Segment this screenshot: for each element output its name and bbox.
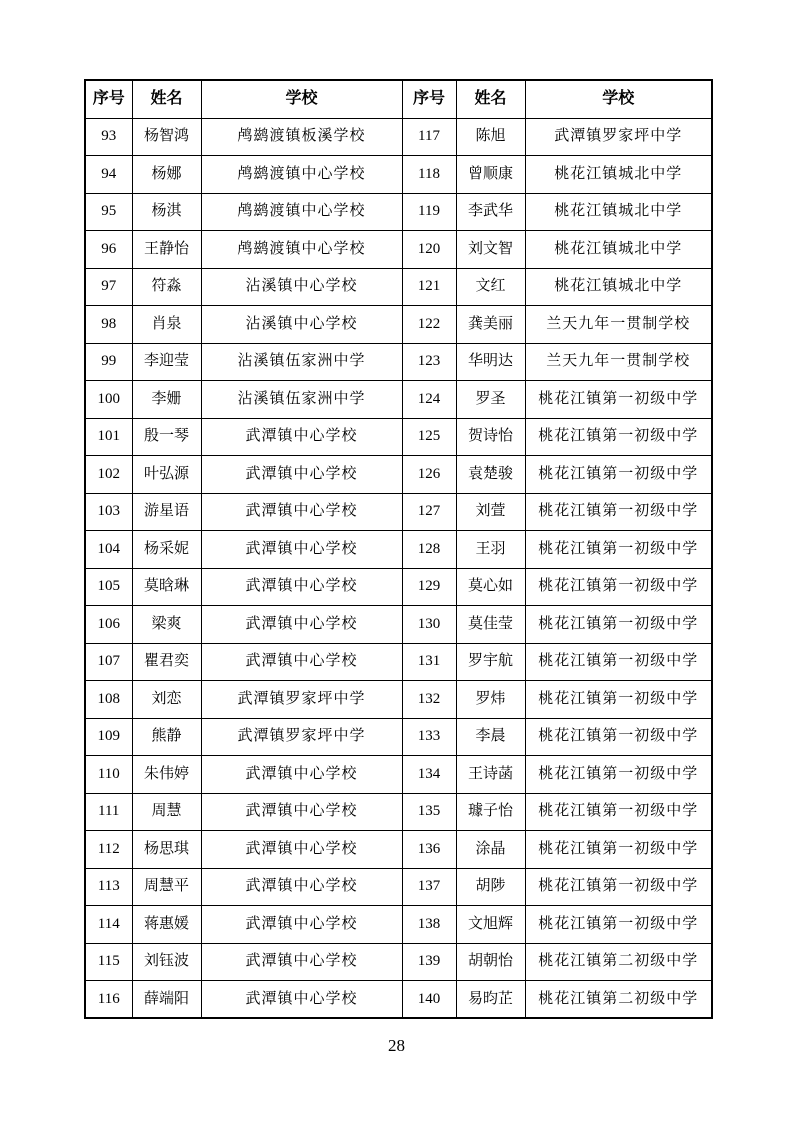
cell-number-left: 102: [85, 456, 132, 494]
cell-school-right: 桃花江镇城北中学: [525, 231, 712, 269]
header-name-left: 姓名: [132, 80, 201, 118]
cell-name-left: 熊静: [132, 718, 201, 756]
cell-school-left: 鸬鹚渡镇中心学校: [201, 193, 402, 231]
cell-name-left: 杨智鸿: [132, 118, 201, 156]
table-row: [85, 681, 712, 719]
table-row: [85, 306, 712, 344]
cell-school-left: 武潭镇中心学校: [201, 456, 402, 494]
cell-number-right: 138: [402, 906, 456, 944]
cell-name-left: 符淼: [132, 268, 201, 306]
cell-school-right: 桃花江镇城北中学: [525, 268, 712, 306]
cell-number-left: 112: [85, 831, 132, 869]
table-row: [85, 456, 712, 494]
cell-name-left: 李迎莹: [132, 343, 201, 381]
cell-number-left: 97: [85, 268, 132, 306]
cell-name-right: 陈旭: [456, 118, 525, 156]
cell-name-right: 刘文智: [456, 231, 525, 269]
cell-number-right: 131: [402, 643, 456, 681]
cell-number-right: 125: [402, 418, 456, 456]
cell-number-left: 104: [85, 531, 132, 569]
cell-school-left: 武潭镇罗家坪中学: [201, 718, 402, 756]
cell-number-left: 111: [85, 793, 132, 831]
cell-school-left: 鸬鹚渡镇中心学校: [201, 156, 402, 194]
cell-name-right: 李晨: [456, 718, 525, 756]
cell-school-left: 武潭镇中心学校: [201, 606, 402, 644]
cell-school-right: 兰天九年一贯制学校: [525, 306, 712, 344]
cell-number-left: 116: [85, 981, 132, 1019]
cell-number-right: 134: [402, 756, 456, 794]
header-school-left: 学校: [201, 80, 402, 118]
cell-name-left: 肖泉: [132, 306, 201, 344]
table-row: [85, 193, 712, 231]
table-row: [85, 906, 712, 944]
cell-number-right: 117: [402, 118, 456, 156]
cell-name-right: 胡陟: [456, 868, 525, 906]
cell-school-right: 桃花江镇城北中学: [525, 156, 712, 194]
cell-school-right: 桃花江镇第一初级中学: [525, 793, 712, 831]
cell-name-right: 刘萱: [456, 493, 525, 531]
cell-school-right: 桃花江镇第一初级中学: [525, 831, 712, 869]
cell-number-left: 98: [85, 306, 132, 344]
cell-number-right: 140: [402, 981, 456, 1019]
cell-name-left: 莫晗琳: [132, 568, 201, 606]
cell-school-left: 鸬鹚渡镇中心学校: [201, 231, 402, 269]
cell-school-left: 沾溪镇中心学校: [201, 306, 402, 344]
cell-school-right: 桃花江镇第一初级中学: [525, 718, 712, 756]
cell-number-left: 101: [85, 418, 132, 456]
cell-name-right: 易昀芷: [456, 981, 525, 1019]
cell-school-right: 桃花江镇第一初级中学: [525, 868, 712, 906]
cell-number-left: 108: [85, 681, 132, 719]
cell-number-left: 95: [85, 193, 132, 231]
cell-number-left: 115: [85, 943, 132, 981]
cell-number-right: 135: [402, 793, 456, 831]
cell-school-right: 桃花江镇第一初级中学: [525, 643, 712, 681]
cell-number-right: 129: [402, 568, 456, 606]
cell-number-left: 93: [85, 118, 132, 156]
cell-name-right: 文红: [456, 268, 525, 306]
cell-name-right: 胡朝怡: [456, 943, 525, 981]
cell-name-right: 曾顺康: [456, 156, 525, 194]
table-header: [85, 80, 712, 118]
cell-name-right: 李武华: [456, 193, 525, 231]
table-row: [85, 381, 712, 419]
cell-number-left: 96: [85, 231, 132, 269]
cell-name-left: 杨淇: [132, 193, 201, 231]
cell-school-left: 武潭镇中心学校: [201, 418, 402, 456]
header-number-left: 序号: [85, 80, 132, 118]
table-row: [85, 568, 712, 606]
cell-school-right: 桃花江镇第一初级中学: [525, 681, 712, 719]
roster-table: [84, 79, 713, 1019]
cell-number-right: 132: [402, 681, 456, 719]
cell-number-left: 105: [85, 568, 132, 606]
cell-number-right: 136: [402, 831, 456, 869]
cell-name-left: 殷一琴: [132, 418, 201, 456]
cell-school-right: 桃花江镇城北中学: [525, 193, 712, 231]
cell-school-left: 鸬鹚渡镇板溪学校: [201, 118, 402, 156]
cell-name-left: 梁爽: [132, 606, 201, 644]
cell-name-left: 薛端阳: [132, 981, 201, 1019]
cell-school-left: 沾溪镇伍家洲中学: [201, 343, 402, 381]
cell-number-right: 127: [402, 493, 456, 531]
cell-number-right: 122: [402, 306, 456, 344]
cell-school-left: 武潭镇中心学校: [201, 868, 402, 906]
cell-number-left: 103: [85, 493, 132, 531]
table-row: [85, 493, 712, 531]
cell-name-left: 周慧平: [132, 868, 201, 906]
table-row: [85, 156, 712, 194]
cell-name-right: 莫佳莹: [456, 606, 525, 644]
cell-number-left: 94: [85, 156, 132, 194]
cell-name-right: 王羽: [456, 531, 525, 569]
cell-school-left: 武潭镇中心学校: [201, 793, 402, 831]
table-row: [85, 606, 712, 644]
cell-number-right: 120: [402, 231, 456, 269]
cell-number-right: 139: [402, 943, 456, 981]
cell-number-right: 128: [402, 531, 456, 569]
cell-name-left: 叶弘源: [132, 456, 201, 494]
table-row: [85, 418, 712, 456]
cell-name-right: 罗宇航: [456, 643, 525, 681]
cell-school-right: 桃花江镇第一初级中学: [525, 493, 712, 531]
cell-school-right: 桃花江镇第一初级中学: [525, 418, 712, 456]
cell-name-right: 王诗菡: [456, 756, 525, 794]
cell-school-left: 沾溪镇伍家洲中学: [201, 381, 402, 419]
table-row: [85, 831, 712, 869]
table-row: [85, 756, 712, 794]
table-row: [85, 643, 712, 681]
header-school-right: 学校: [525, 80, 712, 118]
cell-school-left: 武潭镇中心学校: [201, 943, 402, 981]
header-name-right: 姓名: [456, 80, 525, 118]
cell-number-right: 126: [402, 456, 456, 494]
cell-school-right: 桃花江镇第一初级中学: [525, 756, 712, 794]
cell-number-right: 137: [402, 868, 456, 906]
table-row: [85, 343, 712, 381]
cell-name-left: 王静怡: [132, 231, 201, 269]
cell-school-left: 武潭镇中心学校: [201, 906, 402, 944]
cell-number-left: 106: [85, 606, 132, 644]
cell-name-right: 璩子怡: [456, 793, 525, 831]
cell-school-left: 武潭镇中心学校: [201, 981, 402, 1019]
cell-school-left: 武潭镇中心学校: [201, 531, 402, 569]
table-row: [85, 118, 712, 156]
cell-school-right: 桃花江镇第二初级中学: [525, 943, 712, 981]
cell-number-right: 118: [402, 156, 456, 194]
cell-number-right: 123: [402, 343, 456, 381]
cell-name-left: 周慧: [132, 793, 201, 831]
cell-number-left: 114: [85, 906, 132, 944]
cell-school-right: 桃花江镇第二初级中学: [525, 981, 712, 1019]
cell-school-left: 武潭镇中心学校: [201, 756, 402, 794]
cell-number-left: 107: [85, 643, 132, 681]
cell-number-left: 99: [85, 343, 132, 381]
cell-school-left: 武潭镇罗家坪中学: [201, 681, 402, 719]
cell-number-right: 130: [402, 606, 456, 644]
page-number: 28: [388, 1036, 405, 1055]
table-row: [85, 231, 712, 269]
cell-name-left: 刘钰波: [132, 943, 201, 981]
cell-name-left: 杨采妮: [132, 531, 201, 569]
cell-number-left: 109: [85, 718, 132, 756]
cell-name-right: 文旭辉: [456, 906, 525, 944]
cell-name-left: 杨娜: [132, 156, 201, 194]
cell-name-right: 莫心如: [456, 568, 525, 606]
cell-name-right: 罗炜: [456, 681, 525, 719]
cell-number-left: 113: [85, 868, 132, 906]
cell-name-right: 涂晶: [456, 831, 525, 869]
cell-school-right: 桃花江镇第一初级中学: [525, 606, 712, 644]
cell-name-left: 蒋惠媛: [132, 906, 201, 944]
cell-school-left: 武潭镇中心学校: [201, 568, 402, 606]
cell-name-left: 杨思琪: [132, 831, 201, 869]
cell-name-right: 罗圣: [456, 381, 525, 419]
cell-school-right: 武潭镇罗家坪中学: [525, 118, 712, 156]
cell-number-left: 110: [85, 756, 132, 794]
table-body: [85, 118, 712, 1018]
cell-number-right: 121: [402, 268, 456, 306]
table-row: [85, 268, 712, 306]
header-number-right: 序号: [402, 80, 456, 118]
cell-name-right: 龚美丽: [456, 306, 525, 344]
cell-school-right: 桃花江镇第一初级中学: [525, 568, 712, 606]
cell-name-right: 贺诗怡: [456, 418, 525, 456]
cell-name-right: 华明达: [456, 343, 525, 381]
table-row: [85, 981, 712, 1019]
cell-number-right: 133: [402, 718, 456, 756]
cell-school-right: 桃花江镇第一初级中学: [525, 456, 712, 494]
cell-school-right: 桃花江镇第一初级中学: [525, 531, 712, 569]
cell-school-left: 沾溪镇中心学校: [201, 268, 402, 306]
cell-number-right: 119: [402, 193, 456, 231]
header-row: [85, 80, 712, 118]
table-row: [85, 718, 712, 756]
cell-school-right: 桃花江镇第一初级中学: [525, 381, 712, 419]
cell-school-left: 武潭镇中心学校: [201, 493, 402, 531]
cell-school-right: 桃花江镇第一初级中学: [525, 906, 712, 944]
cell-school-left: 武潭镇中心学校: [201, 831, 402, 869]
cell-name-right: 袁楚骏: [456, 456, 525, 494]
table-row: [85, 868, 712, 906]
cell-name-left: 李姗: [132, 381, 201, 419]
cell-school-right: 兰天九年一贯制学校: [525, 343, 712, 381]
cell-name-left: 瞿君奕: [132, 643, 201, 681]
cell-name-left: 游星语: [132, 493, 201, 531]
table-row: [85, 793, 712, 831]
table-row: [85, 531, 712, 569]
cell-name-left: 刘恋: [132, 681, 201, 719]
cell-school-left: 武潭镇中心学校: [201, 643, 402, 681]
cell-number-left: 100: [85, 381, 132, 419]
table-row: [85, 943, 712, 981]
cell-number-right: 124: [402, 381, 456, 419]
cell-name-left: 朱伟婷: [132, 756, 201, 794]
